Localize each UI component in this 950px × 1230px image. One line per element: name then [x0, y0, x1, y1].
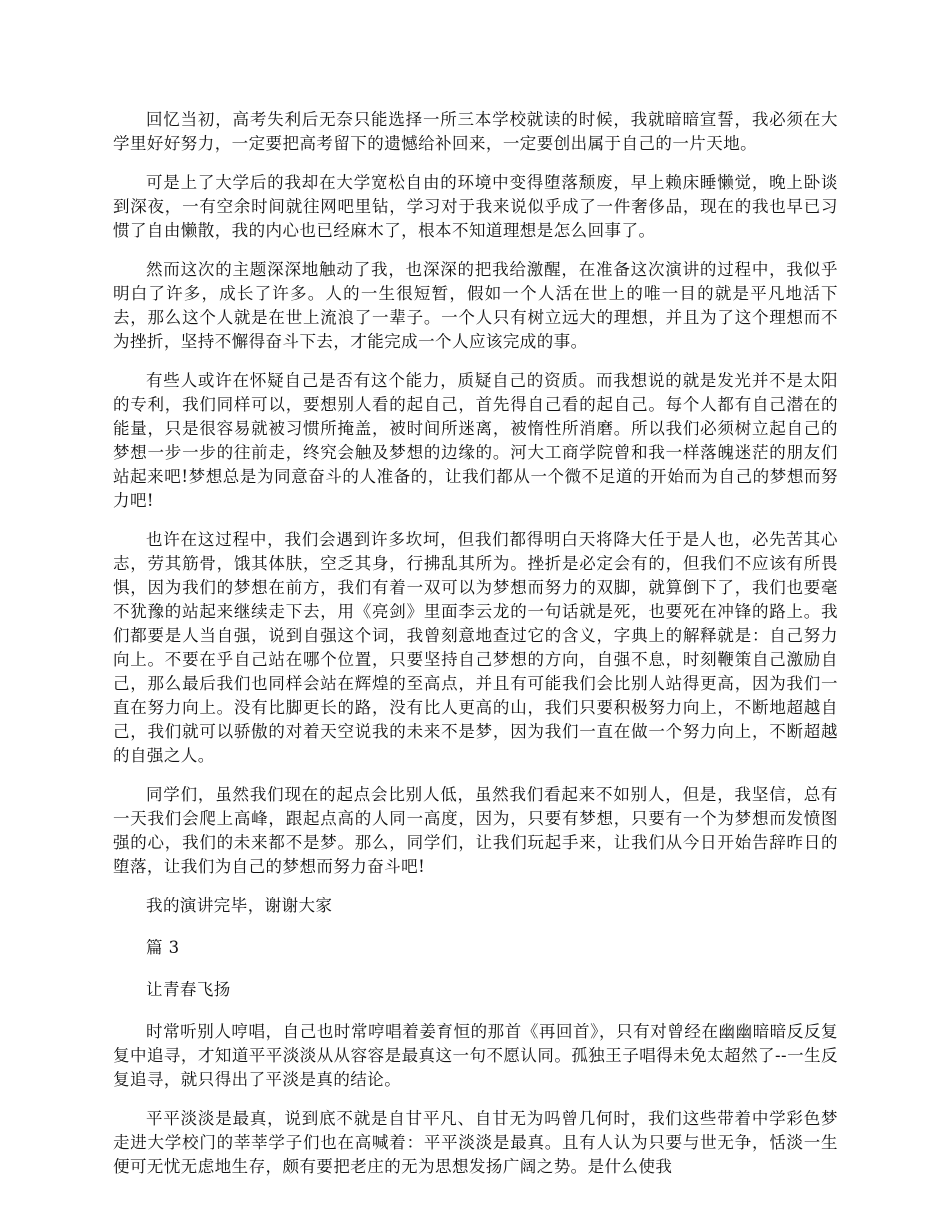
paragraph-2: 可是上了大学后的我却在大学宽松自由的环境中变得堕落颓废，早上赖床睡懒觉，晚上卧谈到深夜，一有空余时间就往网吧里钻，学习对于我来说似乎成了一件奢侈品，现在的我也早已习惯了自由懒散，我的内心也已经麻木了，根本不知道理想是怎么回事了。 — [113, 173, 838, 240]
section-title: 让青春飞扬 — [146, 980, 231, 999]
section-label: 篇 3 — [146, 938, 180, 957]
paragraph-5: 也许在这过程中，我们会遇到许多坎坷，但我们都得明白天将降大任于是人也，必先苦其心志，劳其筋骨，饿其体肤，空乏其身，行拂乱其所为。挫折是必定会有的，但我们不应该有所畏惧，因为我们的梦想在前方，我们有着一双可以为梦想而努力的双脚，就算倒下了，我们也要毫不犹豫的站起来继续走下去，用《亮剑》里面李云龙的一句话就是死，也要死在冲锋的路上。我们都要是人当自强，说到自强这个词，我曾刻意地查过它的含义，字典上的解释就是：自己努力向上。不要在乎自己站在哪个位置，只要坚持自己梦想的方向，自强不息，时刻鞭策自己激励自己，那么最后我们也同样会站在辉煌的至高点，并且有可能我们会比别人站得更高，因为我们一直在努力向上。没有比脚更长的路，没有比人更高的山，我们只要积极努力向上，不断地超越自己，我们就可以骄傲的对着天空说我的未来不是梦，因为我们一直在做一个努力向上，不断超越的自强之人。 — [113, 530, 838, 765]
paragraph-1: 回忆当初，高考失利后无奈只能选择一所三本学校就读的时候，我就暗暗宣誓，我必须在大学里好好努力，一定要把高考留下的遗憾给补回来，一定要创出属于自己的一片天地。 — [113, 110, 838, 153]
paragraph-8: 平平淡淡是最真，说到底不就是自甘平凡、自甘无为吗曾几何时，我们这些带着中学彩色梦走进大学校门的莘莘学子们也在高喊着：平平淡淡是最真。且有人认为只要与世无争，恬淡一生便可无忧无虑地生存，颇有要把老庄的无为思想发扬广阔之势。是什么使我 — [113, 1109, 838, 1176]
paragraph-4: 有些人或许在怀疑自己是否有这个能力，质疑自己的资质。而我想说的就是发光并不是太阳的专利，我们同样可以，要想别人看的起自己，首先得自己看的起自己。每个人都有自己潜在的能量，只是很容易就被习惯所掩盖，被时间所迷离，被惰性所消磨。所以我们必须树立起自己的梦想一步一步的往前走，终究会触及梦想的边缘的。河大工商学院曾和我一样落魄迷茫的朋友们站起来吧!梦想总是为同意奋斗的人准备的，让我们都从一个微不足道的开始而为自己的梦想而努力吧! — [113, 371, 838, 510]
document-body — [113, 108, 838, 1194]
closing-line: 我的演讲完毕，谢谢大家 — [146, 896, 333, 915]
paragraph-7: 时常听别人哼唱，自己也时常哼唱着姜育恒的那首《再回首》，只有对曾经在幽幽暗暗反反复复中追寻，才知道平平淡淡从从容容是最真这一句不愿认同。孤独王子唱得未免太超然了--一生反复追寻，就只得出了平淡是真的结论。 — [113, 1022, 838, 1089]
paragraph-3: 然而这次的主题深深地触动了我，也深深的把我给激醒，在准备这次演讲的过程中，我似乎明白了许多，成长了许多。人的一生很短暂，假如一个人活在世上的唯一目的就是平凡地活下去，那么这个人就是在世上流浪了一辈子。一个人只有树立远大的理想，并且为了这个理想而不为挫折，坚持不懈得奋斗下去，才能完成一个人应该完成的事。 — [113, 260, 838, 351]
paragraph-6: 同学们，虽然我们现在的起点会比别人低，虽然我们看起来不如别人，但是，我坚信，总有一天我们会爬上高峰，跟起点高的人同一高度，因为，只要有梦想，只要有一个为梦想而发愤图强的心，我们的未来都不是梦。那么，同学们，让我们玩起手来，让我们从今日开始告辞昨日的堕落，让我们为自己的梦想而努力奋斗吧! — [113, 785, 838, 876]
